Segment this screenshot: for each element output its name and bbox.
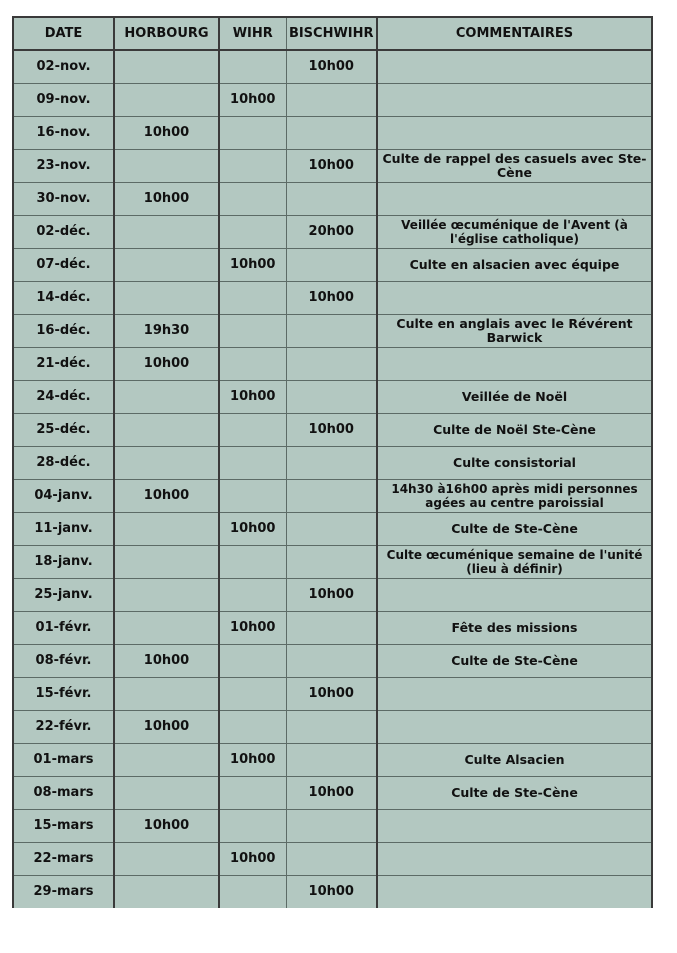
bischwihr-cell xyxy=(286,810,377,843)
date-cell: 28-déc. xyxy=(13,447,114,480)
wihr-cell: 10h00 xyxy=(219,612,286,645)
comment-cell xyxy=(377,50,652,84)
header-wihr: WIHR xyxy=(219,17,286,50)
table-row xyxy=(13,744,652,777)
date-cell: 02-nov. xyxy=(13,50,114,84)
horbourg-cell: 10h00 xyxy=(114,711,219,744)
date-cell: 11-janv. xyxy=(13,513,114,546)
comment-cell: Culte en alsacien avec équipe xyxy=(377,249,652,282)
bischwihr-cell xyxy=(286,480,377,513)
date-cell: 29-mars xyxy=(13,876,114,909)
table-row xyxy=(13,876,652,909)
bischwihr-cell xyxy=(286,744,377,777)
table-row xyxy=(13,282,652,315)
horbourg-cell xyxy=(114,84,219,117)
wihr-cell xyxy=(219,645,286,678)
comment-cell xyxy=(377,183,652,216)
comment-cell: Culte de Ste-Cène xyxy=(377,777,652,810)
bischwihr-cell: 10h00 xyxy=(286,282,377,315)
comment-cell: Fête des missions xyxy=(377,612,652,645)
date-cell: 30-nov. xyxy=(13,183,114,216)
date-cell: 02-déc. xyxy=(13,216,114,249)
horbourg-cell xyxy=(114,216,219,249)
horbourg-cell: 10h00 xyxy=(114,348,219,381)
wihr-cell xyxy=(219,447,286,480)
date-cell: 04-janv. xyxy=(13,480,114,513)
bischwihr-cell: 20h00 xyxy=(286,216,377,249)
wihr-cell xyxy=(219,579,286,612)
date-cell: 09-nov. xyxy=(13,84,114,117)
horbourg-cell xyxy=(114,447,219,480)
wihr-cell xyxy=(219,282,286,315)
comment-cell xyxy=(377,84,652,117)
date-cell: 15-mars xyxy=(13,810,114,843)
schedule-body xyxy=(13,50,652,908)
wihr-cell: 10h00 xyxy=(219,381,286,414)
table-row xyxy=(13,216,652,249)
date-cell: 07-déc. xyxy=(13,249,114,282)
table-row xyxy=(13,150,652,183)
table-row xyxy=(13,810,652,843)
date-cell: 16-déc. xyxy=(13,315,114,348)
horbourg-cell xyxy=(114,744,219,777)
table-row xyxy=(13,579,652,612)
wihr-cell xyxy=(219,150,286,183)
table-row xyxy=(13,84,652,117)
date-cell: 25-déc. xyxy=(13,414,114,447)
date-cell: 01-févr. xyxy=(13,612,114,645)
comment-cell xyxy=(377,117,652,150)
horbourg-cell xyxy=(114,876,219,909)
table-row xyxy=(13,843,652,876)
wihr-cell xyxy=(219,50,286,84)
bischwihr-cell xyxy=(286,546,377,579)
wihr-cell xyxy=(219,711,286,744)
date-cell: 08-mars xyxy=(13,777,114,810)
bischwihr-cell: 10h00 xyxy=(286,579,377,612)
table-row xyxy=(13,249,652,282)
table-row xyxy=(13,183,652,216)
horbourg-cell: 19h30 xyxy=(114,315,219,348)
bischwihr-cell xyxy=(286,513,377,546)
table-row xyxy=(13,612,652,645)
bischwihr-cell xyxy=(286,249,377,282)
table-row xyxy=(13,381,652,414)
bischwihr-cell xyxy=(286,117,377,150)
comment-cell xyxy=(377,810,652,843)
date-cell: 14-déc. xyxy=(13,282,114,315)
bischwihr-cell xyxy=(286,315,377,348)
horbourg-cell xyxy=(114,150,219,183)
bischwihr-cell xyxy=(286,843,377,876)
table-row xyxy=(13,447,652,480)
table-row xyxy=(13,777,652,810)
horbourg-cell xyxy=(114,50,219,84)
wihr-cell xyxy=(219,777,286,810)
wihr-cell: 10h00 xyxy=(219,249,286,282)
date-cell: 15-févr. xyxy=(13,678,114,711)
table-row xyxy=(13,117,652,150)
horbourg-cell xyxy=(114,546,219,579)
bischwihr-cell: 10h00 xyxy=(286,414,377,447)
wihr-cell xyxy=(219,546,286,579)
horbourg-cell: 10h00 xyxy=(114,810,219,843)
horbourg-cell xyxy=(114,678,219,711)
date-cell: 22-févr. xyxy=(13,711,114,744)
comment-cell xyxy=(377,678,652,711)
horbourg-cell xyxy=(114,843,219,876)
wihr-cell xyxy=(219,810,286,843)
bischwihr-cell xyxy=(286,348,377,381)
table-row xyxy=(13,315,652,348)
wihr-cell xyxy=(219,183,286,216)
horbourg-cell xyxy=(114,579,219,612)
bischwihr-cell: 10h00 xyxy=(286,150,377,183)
comment-cell xyxy=(377,348,652,381)
comment-cell: Culte de Ste-Cène xyxy=(377,645,652,678)
bischwihr-cell: 10h00 xyxy=(286,876,377,909)
header-commentaires: COMMENTAIRES xyxy=(377,17,652,50)
comment-cell xyxy=(377,711,652,744)
comment-cell xyxy=(377,282,652,315)
comment-cell xyxy=(377,579,652,612)
bischwihr-cell xyxy=(286,711,377,744)
wihr-cell xyxy=(219,348,286,381)
bischwihr-cell: 10h00 xyxy=(286,50,377,84)
header-date: DATE xyxy=(13,17,114,50)
wihr-cell xyxy=(219,678,286,711)
date-cell: 22-mars xyxy=(13,843,114,876)
horbourg-cell: 10h00 xyxy=(114,645,219,678)
horbourg-cell: 10h00 xyxy=(114,183,219,216)
horbourg-cell xyxy=(114,282,219,315)
wihr-cell xyxy=(219,876,286,909)
bischwihr-cell xyxy=(286,447,377,480)
date-cell: 18-janv. xyxy=(13,546,114,579)
wihr-cell xyxy=(219,414,286,447)
comment-cell: Culte consistorial xyxy=(377,447,652,480)
horbourg-cell xyxy=(114,414,219,447)
comment-cell: Veillée de Noël xyxy=(377,381,652,414)
wihr-cell xyxy=(219,216,286,249)
bischwihr-cell: 10h00 xyxy=(286,678,377,711)
table-row xyxy=(13,348,652,381)
wihr-cell xyxy=(219,480,286,513)
date-cell: 25-janv. xyxy=(13,579,114,612)
date-cell: 08-févr. xyxy=(13,645,114,678)
horbourg-cell xyxy=(114,513,219,546)
table-row xyxy=(13,414,652,447)
comment-cell: Culte en anglais avec le Révérent Barwick xyxy=(377,315,652,348)
table-row xyxy=(13,480,652,513)
table-row xyxy=(13,513,652,546)
schedule-table xyxy=(12,16,653,908)
comment-cell: Culte de Ste-Cène xyxy=(377,513,652,546)
bischwihr-cell xyxy=(286,645,377,678)
header-horbourg: HORBOURG xyxy=(114,17,219,50)
date-cell: 01-mars xyxy=(13,744,114,777)
header-bischwihr: BISCHWIHR xyxy=(286,17,377,50)
bischwihr-cell: 10h00 xyxy=(286,777,377,810)
table-row xyxy=(13,678,652,711)
comment-cell: Culte œcuménique semaine de l'unité (lieu à définir) xyxy=(377,546,652,579)
comment-cell: Veillée œcuménique de l'Avent (à l'église catholique) xyxy=(377,216,652,249)
comment-cell: Culte de Noël Ste-Cène xyxy=(377,414,652,447)
date-cell: 21-déc. xyxy=(13,348,114,381)
horbourg-cell xyxy=(114,612,219,645)
table-row xyxy=(13,50,652,84)
table-row xyxy=(13,645,652,678)
wihr-cell: 10h00 xyxy=(219,744,286,777)
wihr-cell: 10h00 xyxy=(219,513,286,546)
header-row xyxy=(13,17,652,50)
bischwihr-cell xyxy=(286,381,377,414)
bischwihr-cell xyxy=(286,183,377,216)
bischwihr-cell xyxy=(286,612,377,645)
date-cell: 24-déc. xyxy=(13,381,114,414)
table-row xyxy=(13,546,652,579)
wihr-cell: 10h00 xyxy=(219,84,286,117)
horbourg-cell: 10h00 xyxy=(114,480,219,513)
wihr-cell: 10h00 xyxy=(219,843,286,876)
horbourg-cell xyxy=(114,777,219,810)
bischwihr-cell xyxy=(286,84,377,117)
comment-cell xyxy=(377,876,652,909)
table-row xyxy=(13,711,652,744)
wihr-cell xyxy=(219,315,286,348)
date-cell: 16-nov. xyxy=(13,117,114,150)
comment-cell: Culte de rappel des casuels avec Ste-Cène xyxy=(377,150,652,183)
horbourg-cell: 10h00 xyxy=(114,117,219,150)
comment-cell: Culte Alsacien xyxy=(377,744,652,777)
comment-cell xyxy=(377,843,652,876)
comment-cell: 14h30 à16h00 après midi personnes agées au centre paroissial xyxy=(377,480,652,513)
date-cell: 23-nov. xyxy=(13,150,114,183)
horbourg-cell xyxy=(114,381,219,414)
horbourg-cell xyxy=(114,249,219,282)
wihr-cell xyxy=(219,117,286,150)
